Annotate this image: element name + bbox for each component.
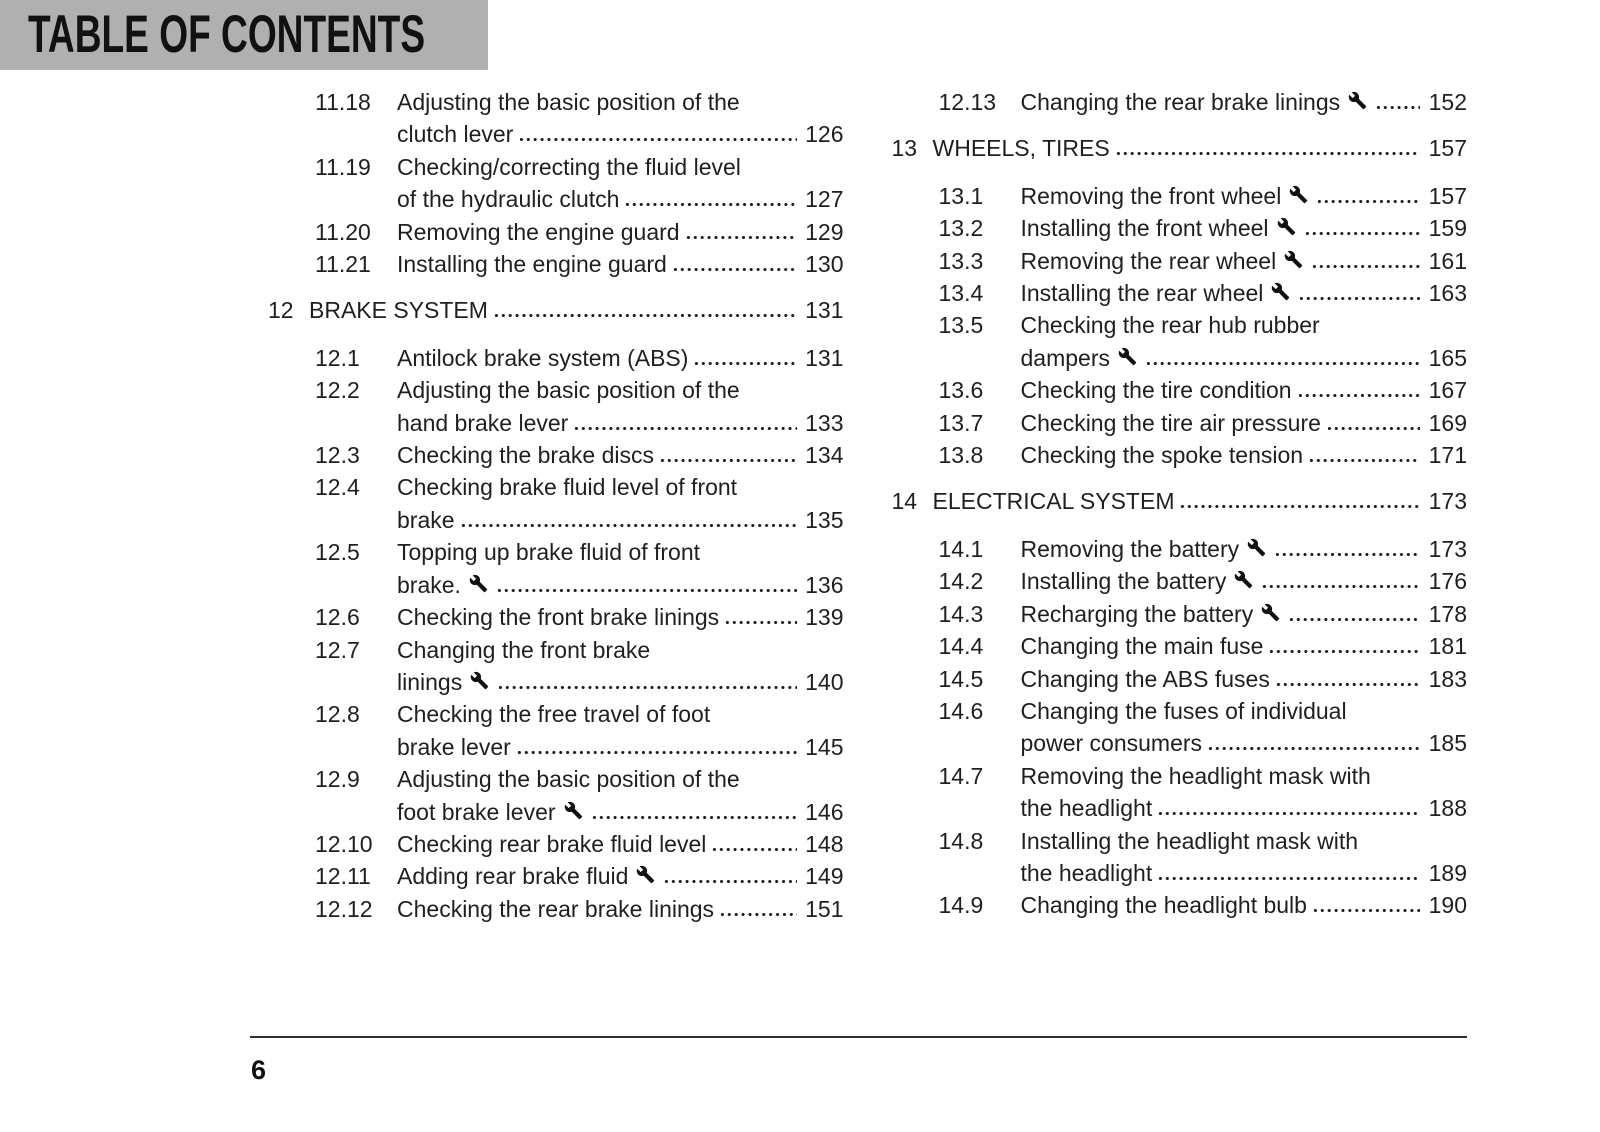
dot-leader (1289, 617, 1420, 622)
toc-entry-row (892, 533, 1468, 565)
toc-page-number: 159 (1428, 215, 1467, 242)
toc-line-text: Changing the main fuse (1020, 633, 1264, 660)
toc-section-row (892, 132, 1468, 164)
toc-entry-row (892, 309, 1468, 374)
toc-line-text: the headlight (1020, 859, 1153, 886)
toc-line-text: the headlight (1020, 795, 1153, 822)
toc-entry-number: 13.6 (938, 377, 984, 404)
toc-page-number: 178 (1428, 600, 1467, 627)
page-title: TABLE OF CONTENTS (28, 5, 426, 64)
toc-entry-body (397, 763, 844, 828)
toc-page-number: 167 (1428, 377, 1467, 404)
dot-leader (725, 620, 796, 625)
toc-entry-body (933, 485, 1468, 517)
toc-entry-body (1021, 598, 1468, 630)
toc-page-number: 181 (1428, 633, 1467, 660)
toc-entry-row (892, 695, 1468, 760)
toc-entry-body (397, 828, 844, 860)
toc-entry-row (268, 342, 844, 374)
toc-page-number: 130 (805, 251, 844, 278)
toc-line-text: Checking the rear brake linings (397, 895, 715, 922)
toc-page-number: 151 (805, 895, 844, 922)
toc-entry-body (397, 893, 844, 925)
wrench-icon (1276, 217, 1297, 236)
toc-line (1021, 727, 1468, 759)
toc-entry-row (892, 212, 1468, 244)
toc-entry-body (1021, 86, 1468, 118)
dot-leader (1313, 908, 1420, 913)
toc-entry-body (397, 216, 844, 248)
toc-line-text: BRAKE SYSTEM (309, 297, 488, 324)
wrench-icon (635, 865, 656, 884)
toc-entry-row (268, 698, 844, 763)
toc-page-number: 189 (1428, 859, 1467, 886)
dot-leader (686, 235, 797, 240)
toc-entry-body (397, 86, 844, 151)
toc-line-text: Removing the front wheel (1020, 182, 1282, 209)
toc-entry-number: 14.6 (938, 697, 984, 724)
toc-entry-number: 14.4 (938, 633, 984, 660)
toc-line-text: Checking the spoke tension (1020, 442, 1304, 469)
toc-page-number: 171 (1428, 442, 1467, 469)
toc-section-row (268, 294, 844, 326)
toc-page-number: 165 (1428, 344, 1467, 371)
wrench-icon (469, 671, 490, 690)
toc-line: Adjusting the basic position of the (397, 89, 740, 115)
toc-entry-row (892, 889, 1468, 921)
wrench-icon (1347, 91, 1368, 110)
toc-line-text: hand brake lever (397, 409, 569, 436)
dot-leader (1327, 426, 1420, 431)
toc-page-number: 188 (1428, 795, 1467, 822)
toc-entry-row (268, 536, 844, 601)
toc-entry-body (397, 634, 844, 699)
toc-line: Changing the front brake (397, 636, 651, 663)
toc-entry-row (892, 825, 1468, 890)
toc-line (397, 248, 844, 280)
toc-entry-body (397, 342, 844, 374)
wrench-icon (563, 801, 584, 820)
toc-page-number: 183 (1428, 665, 1467, 692)
toc-entry-body (933, 132, 1468, 164)
toc-entry-body (1021, 695, 1468, 760)
dot-leader (1376, 105, 1420, 110)
toc-line-text: foot brake lever (397, 798, 556, 825)
toc-line (1021, 342, 1468, 374)
toc-column-left (268, 86, 844, 925)
toc-page-number: 157 (1428, 135, 1467, 162)
toc-line-text: Changing the ABS fuses (1020, 665, 1270, 692)
toc-entry-body (397, 248, 844, 280)
toc-entry-row (268, 439, 844, 471)
toc-line-text: linings (397, 668, 463, 695)
toc-entry-row (892, 407, 1468, 439)
wrench-icon (1246, 538, 1267, 557)
toc-line: Adjusting the basic position of the (397, 766, 740, 793)
toc-entry-row (268, 634, 844, 699)
toc-entry-row (892, 565, 1468, 597)
toc-entry-number: 12.10 (315, 830, 373, 857)
toc-line (397, 216, 844, 248)
dot-leader (498, 685, 796, 690)
dot-leader (1146, 361, 1420, 366)
toc-section-row (892, 485, 1468, 517)
toc-line (397, 118, 844, 150)
wrench-icon (468, 574, 489, 593)
toc-line: Removing the headlight mask with (1020, 762, 1371, 789)
toc-page-number: 127 (805, 186, 844, 213)
toc-entry-body (1021, 180, 1468, 212)
toc-line: Changing the fuses of individual (1020, 697, 1347, 724)
toc-line (1021, 792, 1468, 824)
toc-page-number: 129 (805, 218, 844, 245)
toc-column-right (892, 86, 1468, 925)
toc-line (1021, 245, 1468, 277)
toc-entry-row (268, 471, 844, 536)
toc-entry-number: 12.12 (315, 895, 373, 922)
toc-line (1021, 889, 1468, 921)
dot-leader (574, 426, 796, 431)
toc-line (397, 342, 844, 374)
toc-entry-body (1021, 889, 1468, 921)
toc-entry-row (892, 245, 1468, 277)
toc-entry-number: 12.13 (938, 89, 997, 115)
toc-line-text: brake (397, 506, 455, 533)
wrench-icon (1283, 250, 1304, 269)
toc-line (933, 132, 1468, 164)
wrench-icon (1260, 603, 1281, 622)
toc-section-number: 12 (268, 297, 294, 324)
toc-entry-body (1021, 663, 1468, 695)
toc-line (397, 439, 844, 471)
page-header (0, 0, 488, 70)
toc-page-number: 152 (1428, 89, 1467, 115)
toc-entry-number: 12.3 (315, 442, 360, 469)
toc-entry-body (1021, 533, 1468, 565)
dot-leader (664, 879, 796, 884)
toc-entry-number: 14.1 (938, 535, 984, 562)
toc-entry-row (892, 277, 1468, 309)
toc-line (1021, 407, 1468, 439)
toc-line: Checking brake fluid level of front (397, 474, 738, 501)
toc-line-text: brake. (397, 571, 461, 598)
toc-entry-number: 11.18 (315, 89, 371, 115)
toc-entry-body (1021, 407, 1468, 439)
dot-leader (1158, 876, 1420, 881)
toc-entry-number: 11.20 (315, 218, 371, 245)
toc-entry-number: 12.1 (315, 344, 360, 371)
toc-line-text: Installing the front wheel (1020, 215, 1269, 242)
toc-line-text: Installing the battery (1020, 568, 1227, 595)
toc-entry-number: 14.9 (938, 892, 984, 919)
toc-line (1021, 663, 1468, 695)
toc-line-text: Removing the battery (1020, 535, 1240, 562)
wrench-icon (1270, 282, 1291, 301)
toc-section-number: 13 (891, 135, 918, 162)
dot-leader (1275, 552, 1420, 557)
toc-line-text: dampers (1020, 344, 1110, 371)
toc-page-number: 133 (805, 409, 844, 436)
dot-leader (660, 458, 797, 463)
toc-page-number: 173 (1428, 488, 1467, 515)
toc-entry-row (268, 216, 844, 248)
dot-leader (720, 912, 796, 917)
toc-entry-row (268, 86, 844, 151)
toc-entry-body (397, 601, 844, 633)
toc-line-text: Installing the rear wheel (1020, 280, 1264, 307)
toc-entry-number: 12.4 (315, 474, 360, 501)
toc-entry-row (892, 630, 1468, 662)
toc-page-number: 163 (1428, 280, 1467, 307)
toc-line (1021, 86, 1468, 118)
toc-entry-number: 13.7 (938, 409, 984, 436)
toc-page-number: 176 (1428, 568, 1467, 595)
toc-line-text: Checking the tire condition (1020, 377, 1292, 404)
dot-leader (1158, 811, 1420, 816)
toc-entry-number: 13.8 (938, 442, 984, 469)
toc-line-text: clutch lever (397, 121, 514, 148)
toc-line (397, 893, 844, 925)
toc-line: Topping up brake fluid of front (397, 539, 701, 566)
wrench-icon (1233, 570, 1254, 589)
toc-entry-row (892, 86, 1468, 118)
toc-line-text: WHEELS, TIRES (932, 135, 1110, 162)
toc-line (397, 504, 844, 536)
toc-page-number: 131 (805, 297, 844, 324)
toc-line (1021, 630, 1468, 662)
toc-entry-body (1021, 630, 1468, 662)
dot-leader (1269, 649, 1420, 654)
dot-leader (1276, 682, 1420, 687)
toc-page-number: 169 (1428, 409, 1467, 436)
toc-section-number: 14 (891, 488, 918, 515)
dot-leader (625, 202, 796, 207)
toc-entry-row (268, 893, 844, 925)
toc-entry-number: 12.5 (315, 539, 360, 566)
dot-leader (1262, 584, 1420, 589)
toc-entry-row (892, 663, 1468, 695)
toc-page-number: 148 (805, 830, 844, 857)
toc-line (1021, 277, 1468, 309)
toc-page-number: 161 (1428, 247, 1467, 274)
toc-entry-row (268, 763, 844, 828)
toc-entry-body (1021, 212, 1468, 244)
toc-line (1021, 180, 1468, 212)
toc-line (933, 485, 1468, 517)
dot-leader (1309, 458, 1420, 463)
toc-entry-number: 13.3 (938, 247, 984, 274)
toc-line-text: Installing the engine guard (397, 251, 667, 278)
toc-line-text: Recharging the battery (1020, 600, 1254, 627)
dot-leader (1298, 393, 1420, 398)
toc-line (1021, 374, 1468, 406)
toc-entry-number: 13.1 (938, 182, 984, 209)
toc-page-number: 136 (805, 571, 844, 598)
toc-entry-row (268, 374, 844, 439)
toc-entry-body (1021, 277, 1468, 309)
toc-line: Checking the rear hub rubber (1020, 312, 1320, 339)
toc-line-text: Removing the rear wheel (1020, 247, 1277, 274)
toc-page-number: 173 (1428, 535, 1467, 562)
toc-page-number: 149 (805, 863, 844, 890)
toc-entry-row (268, 860, 844, 892)
toc-entry-body (397, 439, 844, 471)
dot-leader (694, 361, 796, 366)
toc-entry-row (268, 248, 844, 280)
toc-line-text: Changing the headlight bulb (1020, 892, 1307, 919)
toc-page-number: 140 (805, 668, 844, 695)
toc-entry-number: 14.8 (938, 827, 984, 854)
toc-entry-number: 12.2 (315, 377, 360, 404)
dot-leader (1299, 296, 1420, 301)
toc-line (397, 407, 844, 439)
toc-entry-number: 13.5 (938, 312, 984, 339)
toc-page-number: 135 (805, 506, 844, 533)
toc-line-text: Changing the rear brake linings (1020, 89, 1341, 115)
toc-line (1021, 598, 1468, 630)
dot-leader (494, 313, 797, 318)
toc-entry-body (1021, 439, 1468, 471)
toc-line: Adjusting the basic position of the (397, 377, 740, 404)
toc-line (1021, 857, 1468, 889)
dot-leader (519, 137, 796, 142)
wrench-icon (1117, 347, 1138, 366)
dot-leader (1317, 199, 1420, 204)
toc-entry-number: 14.5 (938, 665, 984, 692)
toc-entry-body (309, 294, 844, 326)
toc-entry-body (1021, 374, 1468, 406)
dot-leader (712, 847, 796, 852)
toc-entry-body (397, 471, 844, 536)
toc-entry-body (1021, 245, 1468, 277)
toc-entry-body (1021, 309, 1468, 374)
toc-entry-body (397, 374, 844, 439)
toc-line: Installing the headlight mask with (1020, 827, 1359, 854)
toc-line (1021, 533, 1468, 565)
table-of-contents (268, 86, 1467, 925)
toc-line (1021, 565, 1468, 597)
toc-entry-row (268, 601, 844, 633)
toc-line-text: Checking the front brake linings (397, 604, 720, 631)
toc-entry-number: 13.4 (938, 280, 984, 307)
toc-entry-number: 13.2 (938, 215, 984, 242)
dot-leader (517, 750, 797, 755)
dot-leader (673, 267, 797, 272)
toc-page-number: 131 (805, 344, 844, 371)
toc-entry-body (397, 698, 844, 763)
toc-entry-row (892, 374, 1468, 406)
toc-page-number: 157 (1428, 182, 1467, 209)
toc-entry-number: 11.19 (315, 153, 371, 180)
toc-line (1021, 439, 1468, 471)
toc-entry-number: 12.11 (315, 863, 371, 890)
toc-line-text: Checking the tire air pressure (1020, 409, 1321, 436)
dot-leader (592, 815, 797, 820)
wrench-icon (1288, 185, 1309, 204)
toc-page-number: 190 (1428, 892, 1467, 919)
toc-entry-row (268, 151, 844, 216)
toc-line (397, 828, 844, 860)
footer-rule (250, 1036, 1467, 1038)
toc-line (397, 731, 844, 763)
toc-entry-row (892, 439, 1468, 471)
dot-leader (1116, 151, 1420, 156)
toc-line-text: power consumers (1020, 730, 1203, 757)
toc-entry-row (892, 598, 1468, 630)
toc-line-text: of the hydraulic clutch (397, 186, 620, 213)
toc-entry-row (892, 180, 1468, 212)
dot-leader (1312, 264, 1420, 269)
toc-line-text: Adding rear brake fluid (397, 863, 629, 890)
toc-entry-row (268, 828, 844, 860)
toc-page-number: 185 (1428, 730, 1467, 757)
toc-entry-number: 12.6 (315, 604, 360, 631)
toc-entry-number: 12.9 (315, 766, 360, 793)
dot-leader (1305, 231, 1420, 236)
toc-page-number: 145 (805, 733, 844, 760)
toc-line: Checking the free travel of foot (397, 701, 711, 728)
toc-line-text: Checking the brake discs (397, 442, 654, 469)
toc-entry-row (892, 760, 1468, 825)
toc-page-number: 126 (805, 121, 844, 148)
toc-entry-body (1021, 825, 1468, 890)
toc-line-text: Antilock brake system (ABS) (397, 344, 689, 371)
toc-line (397, 666, 844, 698)
toc-page-number: 139 (805, 604, 844, 631)
toc-line (397, 796, 844, 828)
toc-entry-body (1021, 565, 1468, 597)
dot-leader (1180, 504, 1420, 509)
toc-line (397, 601, 844, 633)
dot-leader (497, 588, 797, 593)
toc-line (309, 294, 844, 326)
toc-line-text: Removing the engine guard (397, 218, 680, 245)
toc-entry-body (397, 860, 844, 892)
toc-entry-number: 12.7 (315, 636, 360, 663)
toc-entry-number: 14.3 (938, 600, 984, 627)
toc-entry-body (1021, 760, 1468, 825)
toc-line: Checking/correcting the fluid level (397, 153, 741, 180)
toc-entry-body (397, 536, 844, 601)
toc-page-number: 146 (805, 798, 844, 825)
footer-page-number: 6 (251, 1055, 267, 1085)
toc-entry-body (397, 151, 844, 216)
toc-line (397, 860, 844, 892)
toc-entry-number: 11.21 (315, 251, 371, 278)
toc-line-text: ELECTRICAL SYSTEM (932, 488, 1175, 515)
toc-page-number: 134 (805, 442, 844, 469)
toc-line (1021, 212, 1468, 244)
toc-line-text: Checking rear brake fluid level (397, 830, 707, 857)
toc-line (397, 183, 844, 215)
toc-line-text: brake lever (397, 733, 511, 760)
toc-entry-number: 14.7 (938, 762, 984, 789)
dot-leader (1208, 746, 1420, 751)
toc-line (397, 569, 844, 601)
toc-entry-number: 12.8 (315, 701, 360, 728)
dot-leader (461, 523, 797, 528)
toc-entry-number: 14.2 (938, 568, 984, 595)
